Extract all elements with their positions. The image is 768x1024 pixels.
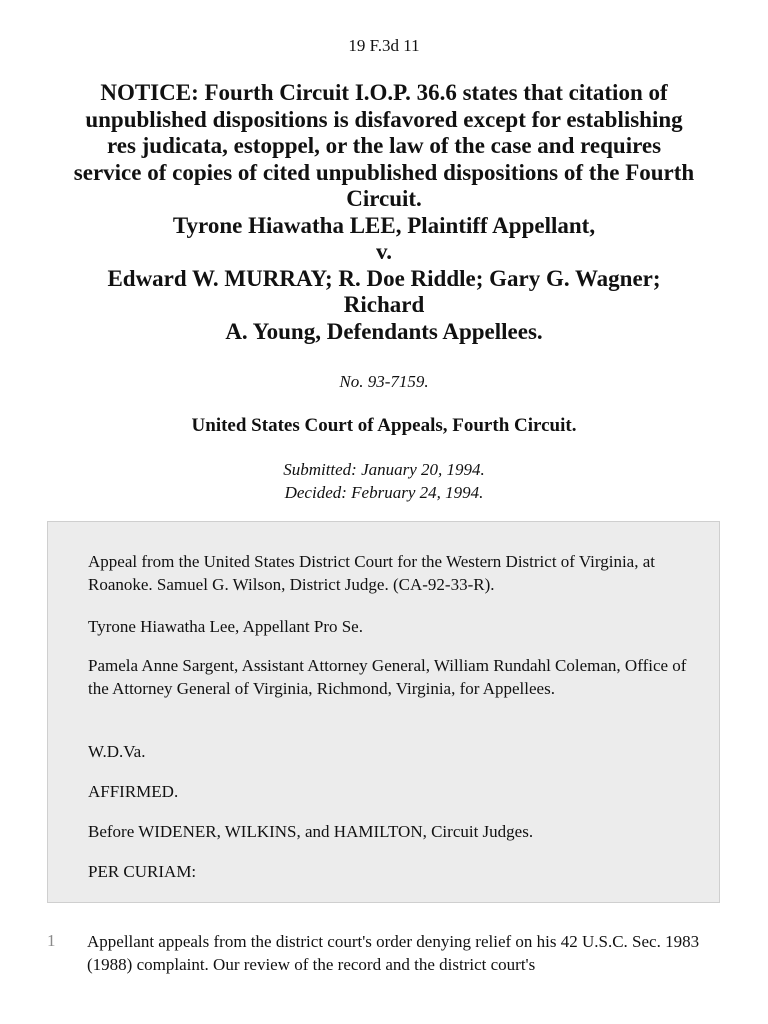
- disposition: AFFIRMED.: [88, 782, 179, 801]
- panel-judges: Before WIDENER, WILKINS, and HAMILTON, Circuit Judges.: [88, 822, 534, 841]
- defendants-line-2: Richard: [343, 292, 425, 317]
- defendants-line-3: A. Young, Defendants Appellees.: [225, 318, 543, 344]
- case-heading: [40, 80, 728, 345]
- citation: 19 F.3d 11: [348, 36, 420, 55]
- court-name: United States Court of Appeals, Fourth Circuit.: [191, 415, 577, 436]
- notice-line-2: unpublished dispositions is disfavored except for establishing: [85, 106, 683, 132]
- appellant-counsel: Tyrone Hiawatha Lee, Appellant Pro Se.: [88, 617, 363, 636]
- versus-line: v.: [376, 239, 392, 264]
- docket-number: No. 93-7159.: [339, 372, 429, 391]
- notice-line-1: NOTICE: Fourth Circuit I.O.P. 36.6 states that citation of: [100, 80, 668, 105]
- case-info-box: [47, 521, 720, 903]
- notice-line-3: res judicata, estoppel, or the law of the case and requires: [106, 133, 662, 158]
- lower-court: W.D.Va.: [88, 742, 146, 761]
- decided-date: Decided: February 24, 1994.: [284, 483, 484, 502]
- per-curiam: PER CURIAM:: [88, 862, 197, 881]
- plaintiff-line: Tyrone Hiawatha LEE, Plaintiff Appellant,: [172, 212, 596, 238]
- paragraph-number: 1: [47, 931, 56, 950]
- notice-line-4: service of copies of cited unpublished dispositions of the Fourth: [73, 159, 695, 185]
- appeal-info: Appeal from the United States District Court for the Western District of Virginia, at Roanoke. Samuel G. Wilson, District Judge. (CA-92-33-R).: [88, 552, 655, 594]
- paragraph-text: Appellant appeals from the district court's order denying relief on his 42 U.S.C. Sec. 1983 (1988) complaint. Our review of the record and the district court's: [87, 932, 700, 974]
- case-dates: [0, 458, 768, 504]
- appellee-counsel: Pamela Anne Sargent, Assistant Attorney General, William Rundahl Coleman, Office of the Attorney General of Virginia, Richmond, Virginia, for Appellees.: [88, 656, 687, 698]
- submitted-date: Submitted: January 20, 1994.: [283, 460, 485, 479]
- notice-line-5: Circuit.: [346, 186, 422, 211]
- defendants-line-1: Edward W. MURRAY; R. Doe Riddle; Gary G. Wagner;: [107, 265, 661, 291]
